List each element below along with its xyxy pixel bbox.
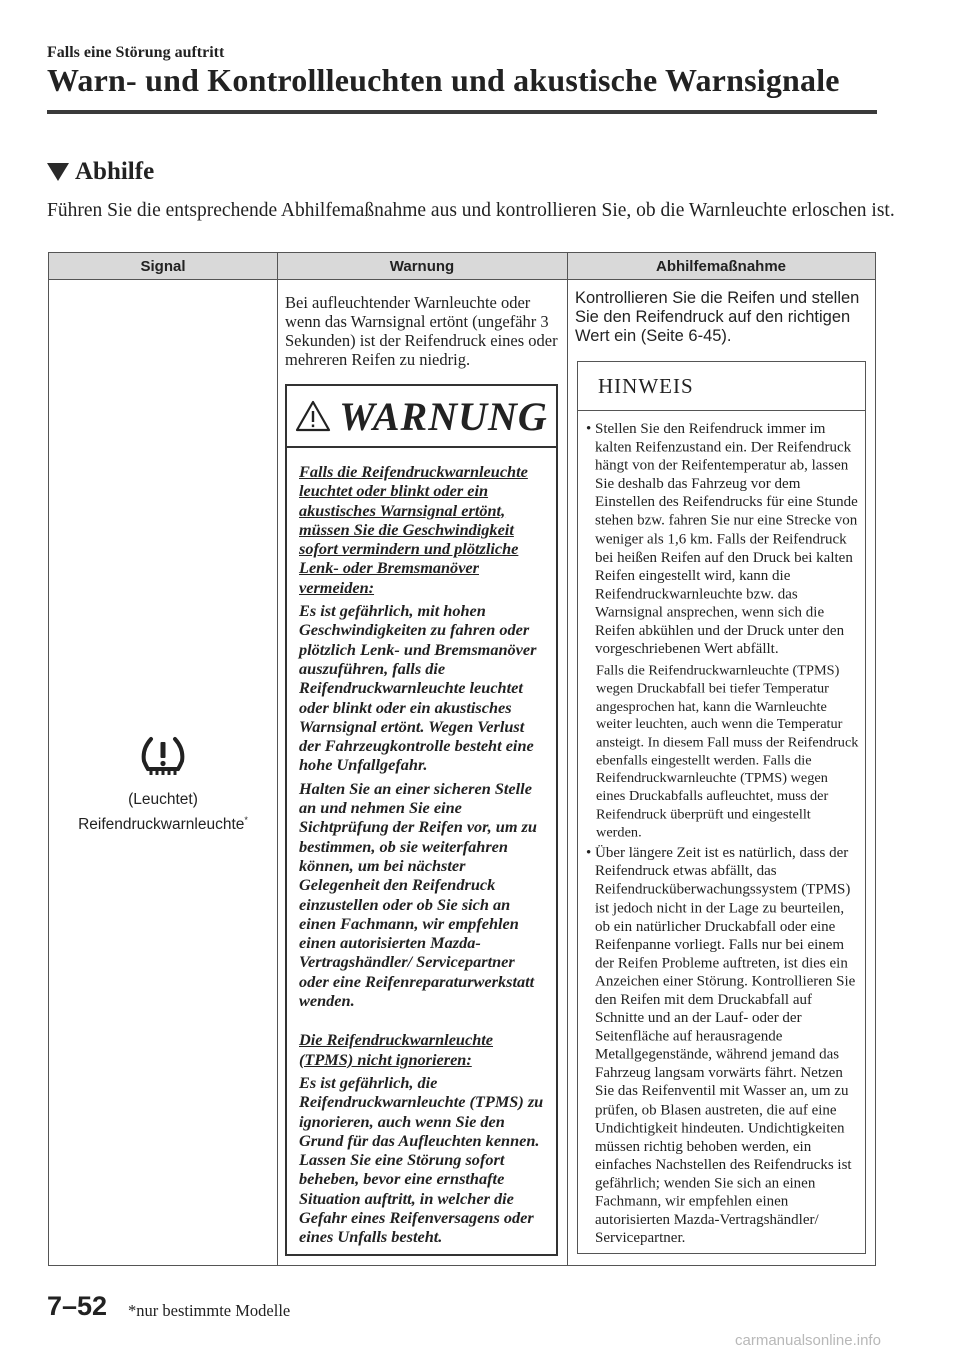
signal-cell <box>49 280 277 1265</box>
section-heading-text: Abhilfe <box>75 158 155 185</box>
warning-body-3: Es ist gefährlich, die Reifendruckwarnleuchte (TPMS) zu ignorieren, auch wenn Sie den Grund für das Aufleuchten kennen. Lassen Sie eine Störung sofort beheben, bevor eine ernsthafte Situation auftritt, in welcher die Gefahr eines Reifenversagens oder eines Unfalls besteht. <box>299 1072 544 1247</box>
warning-body-2: Halten Sie an einer sicheren Stelle an und nehmen Sie eine Sichtprüfung der Reifen vor, um zu bestimmen, ob sie weiterfahren können, um bei nächster Gelegenheit den Reifendruck einzustellen oder ob Sie sich an einen Fachmann, wir empfehlen einen autorisierten Mazda-Vertragshändler/ Servicepartner oder eine Reifenreparaturwerkstatt wenden. <box>299 778 537 1011</box>
note-subparagraph: Falls die Reifendruckwarnleuchte (TPMS) wegen Druckabfall bei tiefer Temperatur angesprochen hat, kann die Warnleuchte weiter leuchten, auch wenn die Temperatur ansteigt. In diesem Fall muss der Reifendruck ebenfalls eingestellt werden. Falls die Reifendruckwarnleuchte (TPMS) wegen eines Druckabfalls aufleuchtet, muss der Reifendruck überprüft und eingestellt werden. <box>596 662 859 841</box>
page-number: 7–52 <box>47 1291 108 1321</box>
intro-text: Führen Sie die entsprechende Abhilfemaßnahme aus und kontrollieren Sie, ob die Warnleuchte erloschen ist. <box>47 200 895 221</box>
column-header-signal: Signal <box>49 253 277 280</box>
warning-table <box>48 252 876 1266</box>
tire-pressure-warning-icon <box>139 735 187 784</box>
remedy-text: Kontrollieren Sie die Reifen und stellen Sie den Reifendruck auf den richtigen Wert ein (Seite 6-45). <box>575 289 860 345</box>
triangle-down-icon <box>47 163 69 181</box>
note-box <box>577 361 866 1254</box>
signal-name: Reifendruckwarnleuchte* <box>78 815 248 834</box>
footnote: *nur bestimmte Modelle <box>128 1301 291 1320</box>
note-bullet: • Stellen Sie den Reifendruck immer im kalten Reifenzustand ein. Der Reifendruck hängt von der Reifentemperatur ab, lassen Sie deshalb das Fahrzeug vor dem Einstellen des Reifendrucks für eine Stunde stehen bzw. fahren Sie nur eine Strecke von weniger als 1,6 km. Falls der Reifendruck bei heißen Reifen auf den Druck bei kalten Reifen eingestellt wird, kann die Reifendruckwarnleuchte bzw. das Warnsignal ansprechen, wenn sich die Reifen abkühlen und der Druck unter den vorgeschriebenen Wert abfällt. <box>586 421 859 660</box>
warning-box-body <box>287 448 556 1247</box>
page-title: Warn- und Kontrollleuchten und akustische Warnsignale <box>47 62 840 98</box>
note-body <box>578 411 865 1248</box>
column-header-warnung: Warnung <box>277 253 567 280</box>
signal-state: (Leuchtet) <box>128 791 198 808</box>
column-divider <box>277 253 278 1265</box>
warning-heading-2: Die Reifendruckwarnleuchte (TPMS) nicht ignorieren: <box>299 1030 494 1069</box>
header-rule <box>47 110 877 114</box>
signal-label <box>49 790 277 835</box>
warning-description: Bei aufleuchtender Warnleuchte oder wenn das Warnsignal ertönt (ungefähr 3 Sekunden) ist der Reifendruck eines oder mehreren Reifen zu niedrig. <box>285 293 558 369</box>
warning-triangle-icon <box>295 400 331 432</box>
warning-box <box>285 384 558 1256</box>
column-divider <box>567 253 568 1265</box>
warning-title: WARNUNG <box>339 393 548 439</box>
watermark: carmanualsonline.info <box>735 1332 881 1349</box>
column-header-abhilfe: Abhilfemaßnahme <box>567 253 875 280</box>
note-title: HINWEIS <box>578 362 865 411</box>
note-bullet: • Über längere Zeit ist es natürlich, dass der Reifendruck etwas abfällt, das Reifendrucküberwachungssystem (TPMS) ist jedoch nicht in der Lage zu beurteilen, ob ein natürlicher Druckabfall oder eine Reifenpanne vorliegt. Falls nur bei einem der Reifen Probleme auftreten, ist dies ein Anzeichen einer Störung. Kontrollieren Sie den Reifen mit dem Druckabfall auf Schnitte und an der Lauf- oder der Seitenfläche auf herausragende Metallgegenstände, während jemand das Fahrzeug langsam vorwärts fährt. Netzen Sie das Reifenventil mit Wasser an, um zu prüfen, ob Blasen austreten, die auf eine Undichtigkeit hindeuten. Undichtigkeiten müssen richtig behoben werden, ein einfaches Nachstellen des Reifendrucks ist gefährlich; wenden Sie sich an einen Fachmann, wir empfehlen einen autorisierten Mazda-Vertragshändler/ Servicepartner. <box>586 845 859 1249</box>
warning-heading-1: Falls die Reifendruckwarnleuchte leuchtet oder blinkt oder ein akustisches Warnsignal ertönt, müssen Sie die Geschwindigkeit sofort vermindern und plötzliche Lenk- oder Bremsmanöver vermeiden: <box>299 462 528 597</box>
warning-box-header <box>287 386 556 448</box>
section-heading <box>47 158 154 186</box>
warning-body-1: Es ist gefährlich, mit hohen Geschwindigkeiten zu fahren oder plötzlich Lenk- und Bremsmanöver auszuführen, falls die Reifendruckwarnleuchte leuchtet oder blinkt oder ein akustisches Warnsignal ertönt. Wegen Verlust der Fahrzeugkontrolle besteht eine hohe Unfallgefahr. <box>299 601 537 775</box>
section-label: Falls eine Störung auftritt <box>47 44 225 61</box>
